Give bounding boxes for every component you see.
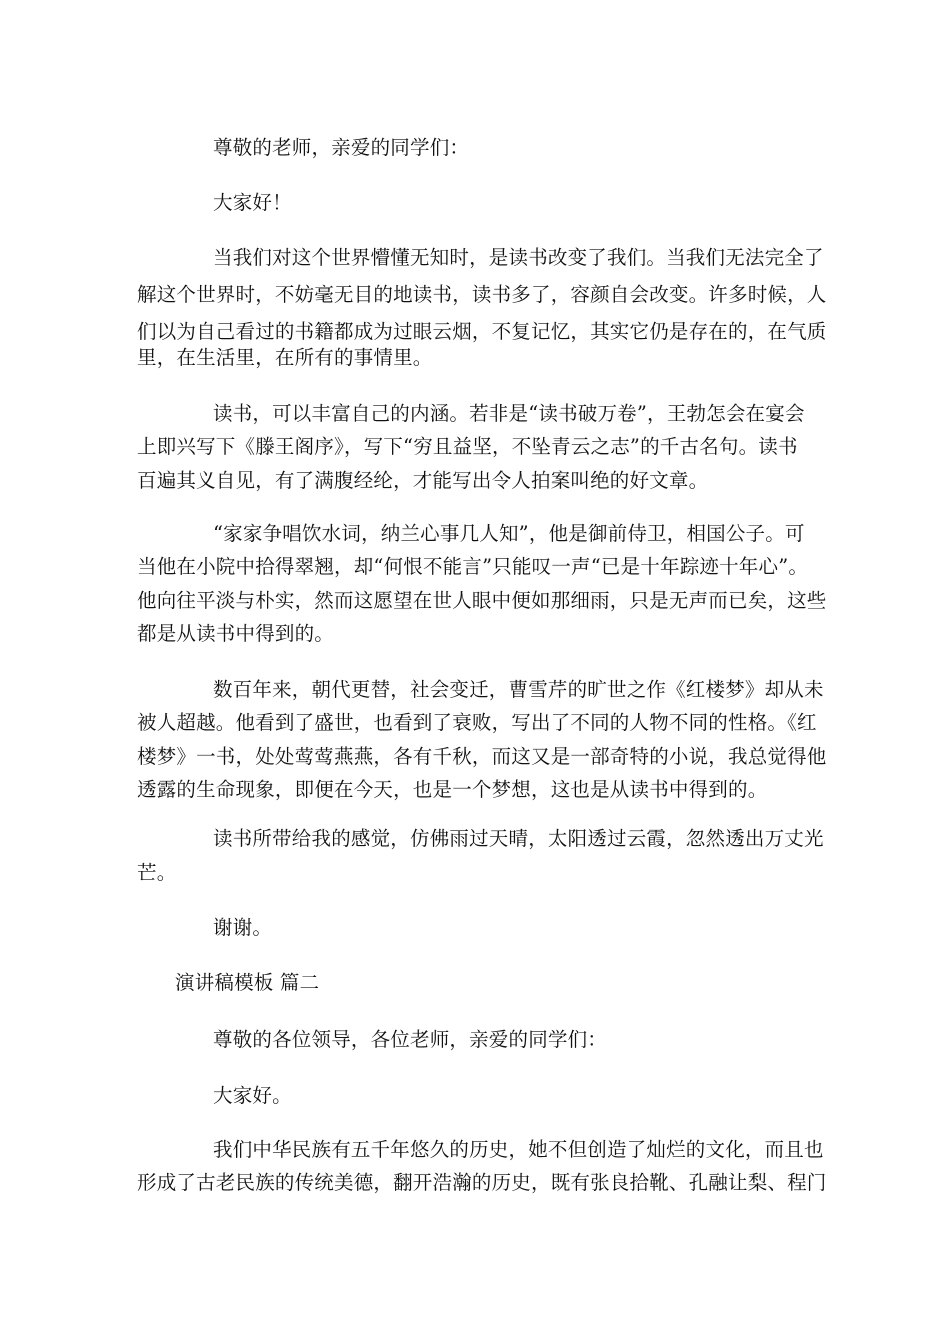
salutation-line: 尊敬的各位领导，各位老师，亲爱的同学们：	[213, 1028, 608, 1051]
paragraph-line: 楼梦》一书，处处莺莺燕燕，各有千秋，而这又是一部奇特的小说，我总觉得他	[137, 745, 827, 768]
greeting-line: 大家好。	[213, 1084, 292, 1107]
paragraph-line: 我们中华民族有五千年悠久的历史，她不但创造了灿烂的文化，而且也	[213, 1138, 824, 1161]
paragraph-line: 解这个世界时，不妨毫无目的地读书，读书多了，容颜自会改变。许多时候，人	[137, 283, 827, 306]
paragraph-line: 被人超越。他看到了盛世，也看到了衰败，写出了不同的人物不同的性格。《红	[137, 711, 817, 734]
paragraph-line: 都是从读书中得到的。	[137, 622, 335, 645]
salutation-line: 尊敬的老师，亲爱的同学们：	[213, 136, 470, 159]
paragraph-line: 透露的生命现象，即便在今天，也是一个梦想，这也是从读书中得到的。	[137, 778, 768, 801]
paragraph-line: “家家争唱饮水词，纳兰心事几人知”，他是御前侍卫，相国公子。可	[213, 522, 805, 545]
paragraph-line: 当我们对这个世界懵懂无知时，是读书改变了我们。当我们无法完全了	[213, 246, 824, 269]
paragraph-line: 他向往平淡与朴实，然而这愿望在世人眼中便如那细雨，只是无声而已矣，这些	[137, 589, 827, 612]
paragraph-line: 百遍其义自见，有了满腹经纶，才能写出令人拍案叫绝的好文章。	[137, 469, 709, 492]
paragraph-line: 上即兴写下《滕王阁序》，写下“穷且益坚，不坠青云之志”的千古名句。读书	[137, 435, 798, 458]
paragraph-line: 形成了古老民族的传统美德，翻开浩瀚的历史，既有张良拾靴、孔融让梨、程门	[137, 1171, 827, 1194]
closing-line: 谢谢。	[213, 916, 273, 939]
paragraph-line: 读书，可以丰富自己的内涵。若非是“读书破万卷”，王勃怎会在宴会	[213, 402, 805, 425]
greeting-line: 大家好！	[213, 191, 292, 214]
paragraph-line: 们以为自己看过的书籍都成为过眼云烟，不复记忆，其实它仍是存在的，在气质	[137, 320, 827, 343]
section-heading: 演讲稿模板 篇二	[175, 971, 320, 994]
paragraph-line: 里，在生活里，在所有的事情里。	[137, 346, 433, 369]
paragraph-line: 读书所带给我的感觉，仿佛雨过天晴，太阳透过云霞，忽然透出万丈光	[213, 827, 824, 850]
paragraph-line: 芒。	[137, 861, 177, 884]
paragraph-line: 当他在小院中拾得翠翘，却“何恨不能言”只能叹一声“已是十年踪迹十年心”。	[137, 555, 809, 578]
paragraph-line: 数百年来，朝代更替，社会变迁，曹雪芹的旷世之作《红楼梦》却从未	[213, 678, 824, 701]
